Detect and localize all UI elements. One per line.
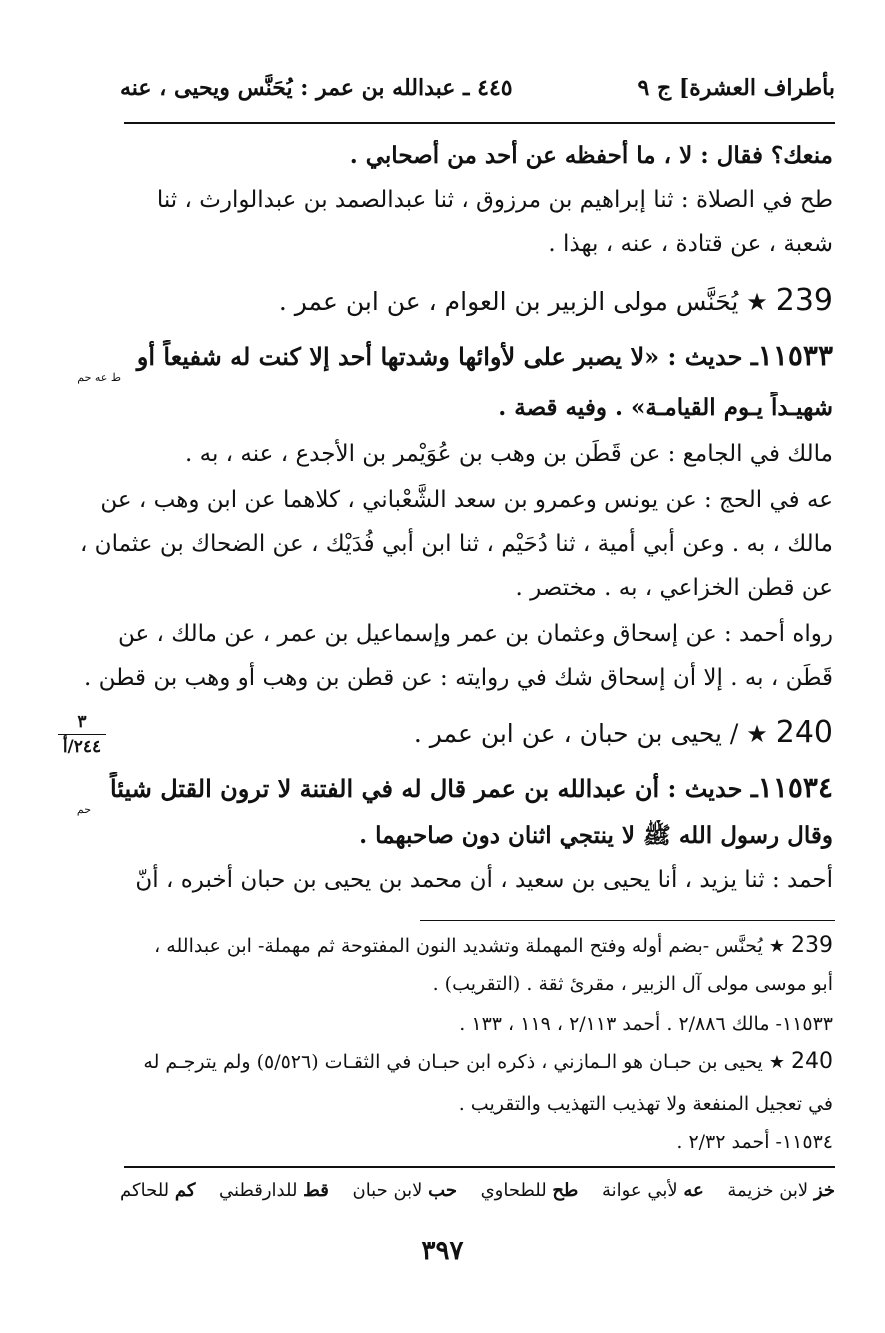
legend-item: خز لابن خزيمة (727, 1180, 835, 1201)
text-line: عن قطن الخزاعي ، به . مختصر . (515, 575, 833, 601)
page-number: ٣٩٧ (421, 1236, 464, 1266)
header-rule (124, 122, 835, 124)
running-header (120, 68, 835, 108)
entry-title: يُحَنَّس مولى الزبير بن العوام ، عن ابن عمر . (278, 287, 739, 316)
text-line: قَطَن ، به . إلا أن إسحاق شك في روايته : عن قطن بن وهب أو وهب بن قطن . (84, 665, 833, 691)
legend-item: طح للطحاوي (480, 1180, 579, 1201)
hadith-number: ١١٥٣٤ (757, 772, 833, 804)
text-line: طح في الصلاة : ثنا إبراهيم بن مرزوق ، ثنا عبدالصمد بن عبدالوارث ، ثنا (156, 187, 833, 213)
header-section-title: ٤٤٥ ـ عبدالله بن عمر : يُحَنَّس ويحيى ، عنه (120, 75, 513, 101)
legend-item: كم للحاكم (120, 1180, 196, 1201)
hadith-11533-heading (52, 340, 833, 373)
footnote-11533: ١١٥٣٣- مالك ٢/٨٨٦ . أحمد ٢/١١٣ ، ١١٩ ، ١٣٣ . (459, 1013, 833, 1035)
footnote-239 (52, 932, 833, 961)
legend-item: قط للدارقطني (219, 1180, 329, 1201)
star-icon: ★ (746, 288, 768, 316)
hadith-text: ـ حديث : «لا يصبر على لأوائها وشدتها أحد إلا كنت له شفيعاً أو (136, 342, 758, 371)
legend-item: حب لابن حبان (352, 1180, 457, 1201)
legend-item: عه لأبي عوانة (601, 1180, 704, 1201)
star-icon: ★ (768, 936, 785, 957)
footnote-number: 240 (791, 1049, 833, 1074)
source-sigla: حم (76, 803, 91, 816)
folio-divider (58, 734, 106, 735)
text-line: عه في الحج : عن يونس وعمرو بن سعد الشَّعْباني ، كلاهما عن ابن وهب ، عن (100, 487, 833, 513)
text-line: أحمد : ثنا يزيد ، أنا يحيى بن سعيد ، أن محمد بن يحيى بن حبان أخبره ، أنّ (135, 867, 833, 893)
footnote-text: يحيى بن حبـان هو الـمازني ، ذكره ابن حبـان في الثقـات (٥/٥٢٦) ولم يترجـم له (143, 1051, 763, 1073)
text-line: شهيـداً يـوم القيامـة» . وفيه قصة . (498, 394, 833, 421)
text-line: مالك ، به . وعن أبي أمية ، ثنا دُحَيْم ، ثنا ابن أبي فُدَيْك ، عن الضحاك بن عثمان ، (79, 531, 833, 557)
narrator-entry-240 (52, 712, 833, 755)
footnote-240 (52, 1048, 833, 1077)
legend-rule (124, 1166, 835, 1168)
text-line: شعبة ، عن قتادة ، عنه ، بهذا . (548, 231, 833, 257)
entry-number: 239 (775, 283, 833, 318)
manuscript-folio-note (58, 712, 106, 757)
header-book-title: بأطراف العشرة] ج ٩ (637, 75, 835, 101)
hadith-11534-heading (52, 772, 833, 805)
entry-title: / يحيى بن حبان ، عن ابن عمر . (413, 719, 739, 748)
footnote-number: 239 (791, 933, 833, 958)
folio-marker: ٣ (77, 712, 87, 732)
text-line: وقال رسول الله ﷺ لا ينتجي اثنان دون صاحبهما . (359, 822, 833, 849)
footnote-11534: ١١٥٣٤- أحمد ٢/٣٢ . (676, 1131, 833, 1153)
footnote-rule (420, 920, 835, 921)
folio-page: ٢٤٤/أ (62, 737, 102, 757)
text-line: منعك؟ فقال : لا ، ما أحفظه عن أحد من أصحابي . (349, 142, 833, 169)
star-icon: ★ (768, 1052, 785, 1073)
text-line: مالك في الجامع : عن قَطَن بن وهب بن عُوَيْمر بن الأجدع ، عنه ، به . (185, 441, 833, 467)
footnote-line: في تعجيل المنفعة ولا تهذيب التهذيب والتقريب . (458, 1093, 833, 1115)
abbreviation-legend (120, 1180, 835, 1201)
source-sigla: ط عه حم (77, 371, 121, 384)
footnote-text: يُحنَّس -بضم أوله وفتح المهملة وتشديد النون المفتوحة ثم مهملة- ابن عبدالله ، (154, 935, 763, 957)
narrator-entry-239 (52, 280, 833, 323)
footnote-line: أبو موسى مولى آل الزبير ، مقرئ ثقة . (التقريب) . (432, 973, 833, 995)
entry-number: 240 (775, 715, 833, 750)
star-icon: ★ (746, 720, 768, 748)
text-line: رواه أحمد : عن إسحاق وعثمان بن عمر وإسماعيل بن عمر ، عن مالك ، عن (117, 621, 833, 647)
hadith-text: ـ حديث : أن عبدالله بن عمر قال له في الفتنة لا ترون القتل شيئاً (109, 774, 758, 803)
hadith-number: ١١٥٣٣ (757, 340, 833, 372)
